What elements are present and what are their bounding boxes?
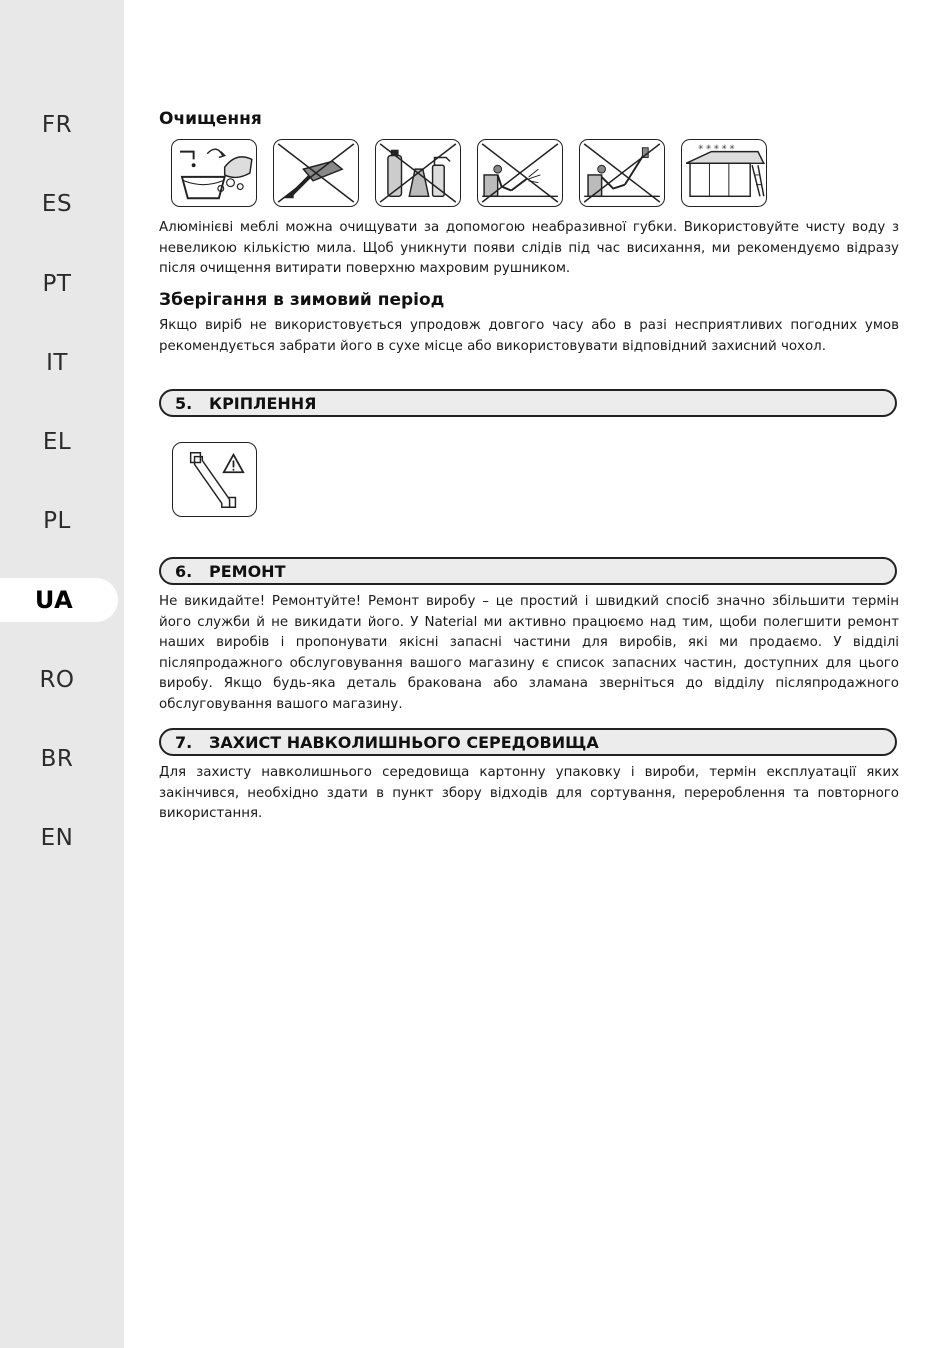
lang-tab-fr[interactable]: FR bbox=[41, 112, 73, 138]
lang-tab-pt[interactable]: PT bbox=[42, 271, 72, 297]
washing-hands-icon bbox=[171, 139, 257, 207]
allen-key-warning-icon bbox=[172, 442, 257, 517]
cleaning-heading: Очищення bbox=[159, 109, 262, 129]
lang-tab-it[interactable]: IT bbox=[46, 350, 68, 376]
cleaning-icons bbox=[171, 139, 767, 207]
lang-tab-pl[interactable]: PL bbox=[43, 508, 71, 534]
no-hose-spray-icon bbox=[579, 139, 665, 207]
section-header-repair bbox=[159, 557, 897, 585]
svg-text:✳ ✳ ✳ ✳ ✳: ✳ ✳ ✳ ✳ ✳ bbox=[697, 143, 735, 152]
no-pressure-washer-icon bbox=[477, 139, 563, 207]
lang-tab-el[interactable]: EL bbox=[42, 429, 72, 455]
lang-tab-en[interactable]: EN bbox=[40, 825, 74, 851]
section-title: КРІПЛЕННЯ bbox=[209, 393, 317, 413]
pergola-ladder-icon bbox=[681, 139, 767, 207]
cleaning-paragraph: Алюмінієві меблі можна очищувати за допомогою неабразивної губки. Використовуйте чисту воду з невеликою кількістю мила. Щоб уникнути появи слідів під час висихання, ми рекомендуємо відразу після очищення витирати поверхню махровим рушником. bbox=[159, 220, 899, 277]
lang-tab-ro[interactable]: RO bbox=[39, 667, 75, 693]
section-header-environment bbox=[159, 728, 897, 756]
lang-tab-es[interactable]: ES bbox=[41, 191, 73, 217]
section-title: ЗАХИСТ НАВКОЛИШНЬОГО СЕРЕДОВИЩА bbox=[209, 732, 599, 752]
winter-storage-paragraph: Якщо виріб не використовується упродовж довгого часу або в разі несприятливих погодних умов рекомендується забрати його в сухе місце або використовувати відповідний захисний чохол. bbox=[159, 318, 899, 354]
winter-storage-heading: Зберігання в зимовий період bbox=[159, 290, 445, 310]
section-title: РЕМОНТ bbox=[209, 561, 286, 581]
environment-paragraph: Для захисту навколишнього середовища картонну упаковку і вироби, термін експлуатації яких закінчився, необхідно здати в пункт збору відходів для сортування, перероблення та повторного використання. bbox=[159, 765, 899, 822]
lang-tab-br[interactable]: BR bbox=[40, 746, 74, 772]
no-chemical-cleaner-icon bbox=[375, 139, 461, 207]
repair-paragraph: Не викидайте! Ремонтуйте! Ремонт виробу – це простий і швидкий спосіб значно збільшити термін його служби й не викидати його. У Naterial ми активно працюємо над тим, щоби полегшити ремонт наших виробів і пропонувати якісні запасні частини для виробів, які ми продаємо. У відділі післяпродажного обслуговування вашого магазину є список запасних частин, доступних для цього виробу. Якщо будь-яка деталь бракована або зламана зверніться до відділу післяпродажного обслуговування вашого магазину. bbox=[159, 594, 899, 712]
lang-tab-ua-active[interactable]: UA bbox=[0, 578, 118, 622]
section-header-fixing bbox=[159, 389, 897, 417]
section-number: 5. bbox=[175, 393, 193, 413]
no-scraper-icon bbox=[273, 139, 359, 207]
language-sidebar bbox=[0, 0, 124, 1348]
section-number: 7. bbox=[175, 732, 193, 752]
section-number: 6. bbox=[175, 561, 193, 581]
